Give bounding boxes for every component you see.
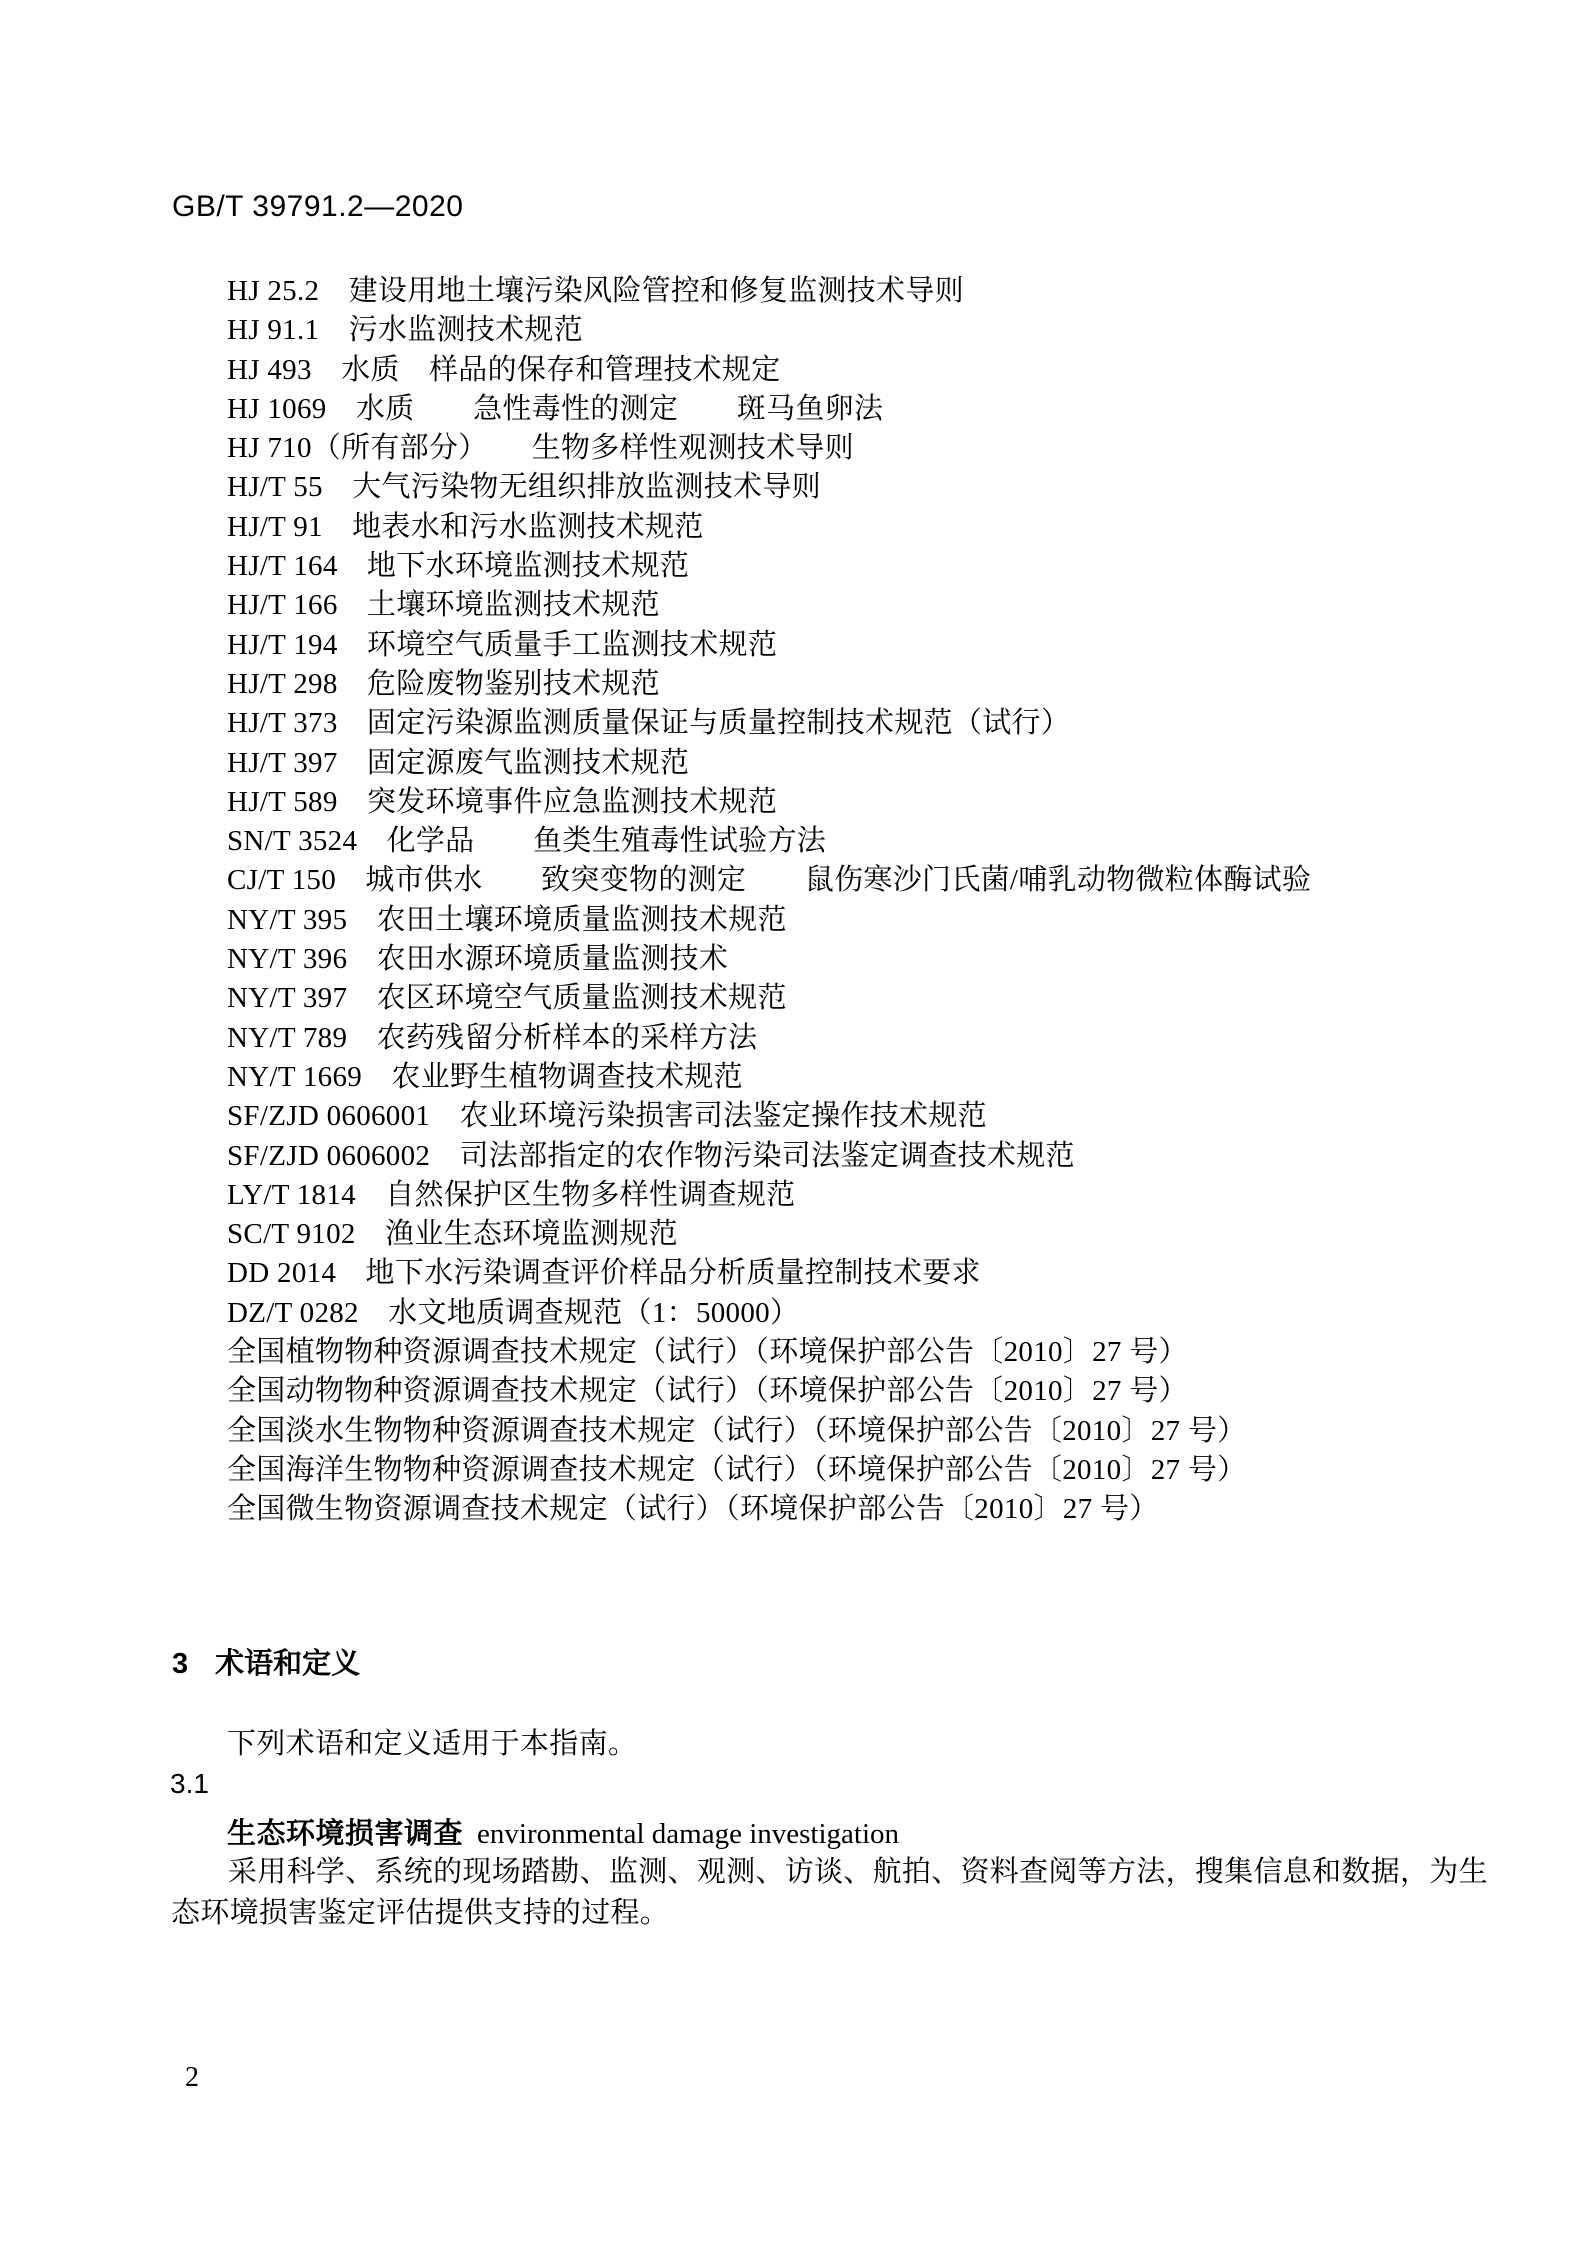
reference-item: HJ/T 298 危险废物鉴别技术规范: [227, 667, 660, 700]
reference-item: NY/T 397 农区环境空气质量监测技术规范: [227, 982, 787, 1015]
reference-item: HJ 493 水质 样品的保存和管理技术规定: [227, 353, 781, 386]
reference-item: HJ 710（所有部分） 生物多样性观测技术导则: [227, 432, 854, 465]
reference-item: 全国海洋生物物种资源调查技术规定（试行）（环境保护部公告〔2010〕27 号）: [227, 1453, 1247, 1486]
reference-item: NY/T 789 农药残留分析样本的采样方法: [227, 1021, 758, 1054]
terms-intro-text: 下列术语和定义适用于本指南。: [227, 1728, 638, 1760]
term-definition-text-line-1: 采用科学、系统的现场踏勘、监测、观测、访谈、航拍、资料查阅等方法，搜集信息和数据，为生: [228, 1856, 1488, 1888]
reference-item: HJ/T 91 地表水和污水监测技术规范: [227, 510, 704, 543]
term-english-label: environmental damage investigation: [477, 1818, 900, 1850]
section-3-title: 术语和定义: [215, 1648, 361, 1680]
term-definition-heading: [227, 1811, 899, 1852]
reference-item: HJ/T 166 土壤环境监测技术规范: [227, 589, 660, 622]
reference-item: HJ/T 194 环境空气质量手工监测技术规范: [227, 628, 778, 661]
reference-item: DZ/T 0282 水文地质调查规范（1：50000）: [227, 1296, 800, 1329]
section-3-heading: [172, 1641, 360, 1682]
section-3-number: 3: [172, 1648, 189, 1680]
reference-item: 全国植物物种资源调查技术规定（试行）（环境保护部公告〔2010〕27 号）: [227, 1336, 1188, 1369]
reference-item: HJ 1069 水质 急性毒性的测定 斑马鱼卵法: [227, 392, 884, 425]
term-chinese-label: 生态环境损害调查: [227, 1818, 464, 1850]
reference-item: HJ 25.2 建设用地土壤污染风险管控和修复监测技术导则: [227, 275, 964, 307]
reference-item: DD 2014 地下水污染调查评价样品分析质量控制技术要求: [227, 1257, 981, 1290]
normative-references-list: [227, 272, 1517, 1530]
reference-item: 全国动物物种资源调查技术规定（试行）（环境保护部公告〔2010〕27 号）: [227, 1375, 1188, 1408]
reference-item: NY/T 1669 农业野生植物调查技术规范: [227, 1060, 743, 1093]
reference-item: NY/T 396 农田水源环境质量监测技术: [227, 943, 729, 976]
reference-item: HJ/T 373 固定污染源监测质量保证与质量控制技术规范（试行）: [227, 707, 1071, 740]
clause-3-1-number: 3.1: [170, 1768, 209, 1799]
reference-item: HJ 91.1 污水监测技术规范: [227, 314, 584, 347]
reference-item: HJ/T 589 突发环境事件应急监测技术规范: [227, 785, 778, 818]
reference-item: SF/ZJD 0606001 农业环境污染损害司法鉴定操作技术规范: [227, 1100, 987, 1133]
reference-item: HJ/T 55 大气污染物无组织排放监测技术导则: [227, 471, 821, 504]
reference-item: HJ/T 164 地下水环境监测技术规范: [227, 550, 690, 583]
reference-item: SC/T 9102 渔业生态环境监测规范: [227, 1218, 678, 1251]
term-definition-text-line-2: 态环境损害鉴定评估提供支持的过程。: [171, 1897, 670, 1929]
reference-item: NY/T 395 农田土壤环境质量监测技术规范: [227, 903, 787, 936]
reference-item: HJ/T 397 固定源废气监测技术规范: [227, 746, 690, 779]
term-definition-text: [171, 1852, 1501, 1934]
reference-item: CJ/T 150 城市供水 致突变物的测定 鼠伤寒沙门氏菌/哺乳动物微粒体酶试验: [227, 864, 1312, 897]
reference-item: LY/T 1814 自然保护区生物多样性调查规范: [227, 1178, 796, 1211]
page-number: 2: [185, 2062, 199, 2093]
reference-item: 全国淡水生物物种资源调查技术规定（试行）（环境保护部公告〔2010〕27 号）: [227, 1414, 1247, 1447]
reference-item: 全国微生物资源调查技术规定（试行）（环境保护部公告〔2010〕27 号）: [227, 1493, 1159, 1526]
running-header-standard-number: GB/T 39791.2—2020: [172, 190, 464, 223]
reference-item: SF/ZJD 0606002 司法部指定的农作物污染司法鉴定调查技术规范: [227, 1139, 1075, 1172]
reference-item: SN/T 3524 化学品 鱼类生殖毒性试验方法: [227, 825, 827, 858]
